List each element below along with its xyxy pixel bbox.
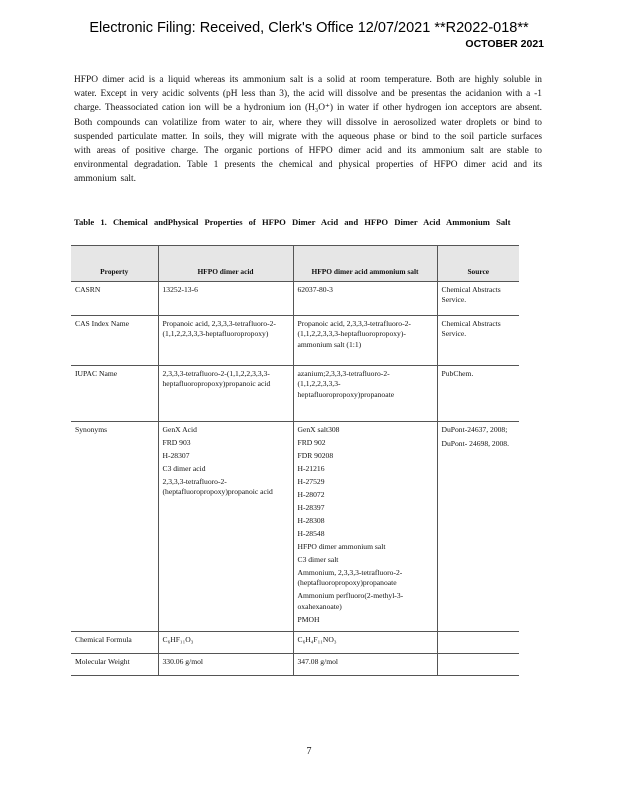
- synonym-item: Ammonium, 2,3,3,3-tetrafluoro-2-(heptafluoropropoxy)propanoate: [297, 568, 403, 588]
- synonym-item: HFPO dimer ammonium salt: [297, 542, 386, 551]
- cell-salt: C₆H₄F₁₁NO₃: [293, 631, 437, 653]
- source-item: DuPont-24637, 2008;: [441, 425, 508, 434]
- synonym-item: C3 dimer salt: [297, 555, 339, 564]
- cell-salt-synonyms: [293, 422, 437, 632]
- cell-source: Chemical Abstracts Service.: [437, 282, 519, 316]
- header-source: Source: [437, 246, 519, 282]
- synonym-item: H-28548: [297, 529, 325, 538]
- table-row-casrn: [71, 282, 519, 316]
- cell-source-synonyms: [437, 422, 519, 632]
- cell-source: [437, 653, 519, 675]
- table-row-iupac-name: [71, 366, 519, 422]
- synonym-item: H-27529: [297, 477, 325, 486]
- cell-salt: Propanoic acid, 2,3,3,3-tetrafluoro-2-(1,1,2,2,3,3,3-heptafluoropropoxy)-ammonium salt (1:1): [293, 316, 437, 366]
- cell-acid-synonyms: [158, 422, 293, 632]
- cell-salt: 347.08 g/mol: [293, 653, 437, 675]
- cell-acid: C₆HF₁₁O₃: [158, 631, 293, 653]
- synonym-item: Ammonium perfluoro(2-methyl-3-oxahexanoate): [297, 591, 404, 611]
- table-row-cas-index-name: [71, 316, 519, 366]
- cell-acid: 330.06 g/mol: [158, 653, 293, 675]
- table-caption: Table 1. Chemical andPhysical Properties of HFPO Dimer Acid and HFPO Dimer Acid Ammonium Salt: [74, 217, 511, 227]
- synonym-item: GenX Acid: [162, 425, 197, 434]
- synonym-item: 2,3,3,3-tetrafluoro-2-(heptafluoropropoxy)propanoic acid: [162, 477, 273, 497]
- header-acid: HFPO dimer acid: [158, 246, 293, 282]
- table-row-molecular-weight: [71, 653, 519, 675]
- header-property: Property: [71, 246, 158, 282]
- table-row-synonyms: [71, 422, 519, 632]
- synonym-item: C3 dimer acid: [162, 464, 206, 473]
- cell-source: [437, 631, 519, 653]
- synonym-item: GenX salt308: [297, 425, 340, 434]
- table-header-row: [71, 246, 519, 282]
- cell-acid: 13252-13-6: [158, 282, 293, 316]
- cell-property: Synonyms: [71, 422, 158, 632]
- synonym-item: H-28308: [297, 516, 325, 525]
- cell-property: CASRN: [71, 282, 158, 316]
- cell-salt: azanium;2,3,3,3-tetrafluoro-2-(1,1,2,2,3,3,3-heptafluoropropoxy)propanoate: [293, 366, 437, 422]
- synonym-item: H-28397: [297, 503, 325, 512]
- synonym-item: H-28072: [297, 490, 325, 499]
- filing-header: Electronic Filing: Received, Clerk's Office 12/07/2021 **R2022-018**: [89, 20, 529, 36]
- synonym-item: H-28307: [162, 451, 190, 460]
- cell-property: CAS Index Name: [71, 316, 158, 366]
- document-date: OCTOBER 2021: [465, 38, 544, 50]
- header-salt: HFPO dimer acid ammonium salt: [293, 246, 437, 282]
- cell-acid: 2,3,3,3-tetrafluoro-2-(1,1,2,2,3,3,3-heptafluoropropoxy)propanoic acid: [158, 366, 293, 422]
- cell-property: IUPAC Name: [71, 366, 158, 422]
- cell-property: Molecular Weight: [71, 653, 158, 675]
- properties-table: [71, 245, 519, 676]
- synonym-item: FRD 902: [297, 438, 326, 447]
- synonym-item: PMOH: [297, 614, 320, 624]
- synonym-item: H-21216: [297, 464, 325, 473]
- synonym-item: FRD 903: [162, 438, 191, 447]
- intro-paragraph: HFPO dimer acid is a liquid whereas its ammonium salt is a solid at room temperature. Both are highly soluble in water. Except in very acidic solvents (pH less than 3), the acid will dissolve and be presentas the acidanion with a -1 charge. Theassociated cation ion will be a hydronium ion (H₃O⁺) in water if other hydrogen ion acceptors are absent. Both compounds can volatilize from water to air, where they will dissolve in aerosolized water droplets or bind to suspended particulate matter. In soils, they will migrate with the aqueous phase or bind to the soil particle surfaces with areas of positive charge. The organic portions of HFPO dimer acid and its ammonium salt are stable to environmental degradation. Table 1 presents the chemical and physical properties of HFPO dimer acid and its ammonium salt.: [74, 75, 542, 185]
- cell-property: Chemical Formula: [71, 631, 158, 653]
- cell-acid: Propanoic acid, 2,3,3,3-tetrafluoro-2-(1,1,2,2,3,3,3-heptafluoropropoxy): [158, 316, 293, 366]
- table-row-chemical-formula: [71, 631, 519, 653]
- cell-salt: 62037-80-3: [293, 282, 437, 316]
- cell-source: Chemical Abstracts Service.: [437, 316, 519, 366]
- cell-source: PubChem.: [437, 366, 519, 422]
- source-item: DuPont- 24698, 2008.: [441, 439, 510, 449]
- synonym-item: FDR 90208: [297, 451, 334, 460]
- page-number: 7: [306, 746, 312, 757]
